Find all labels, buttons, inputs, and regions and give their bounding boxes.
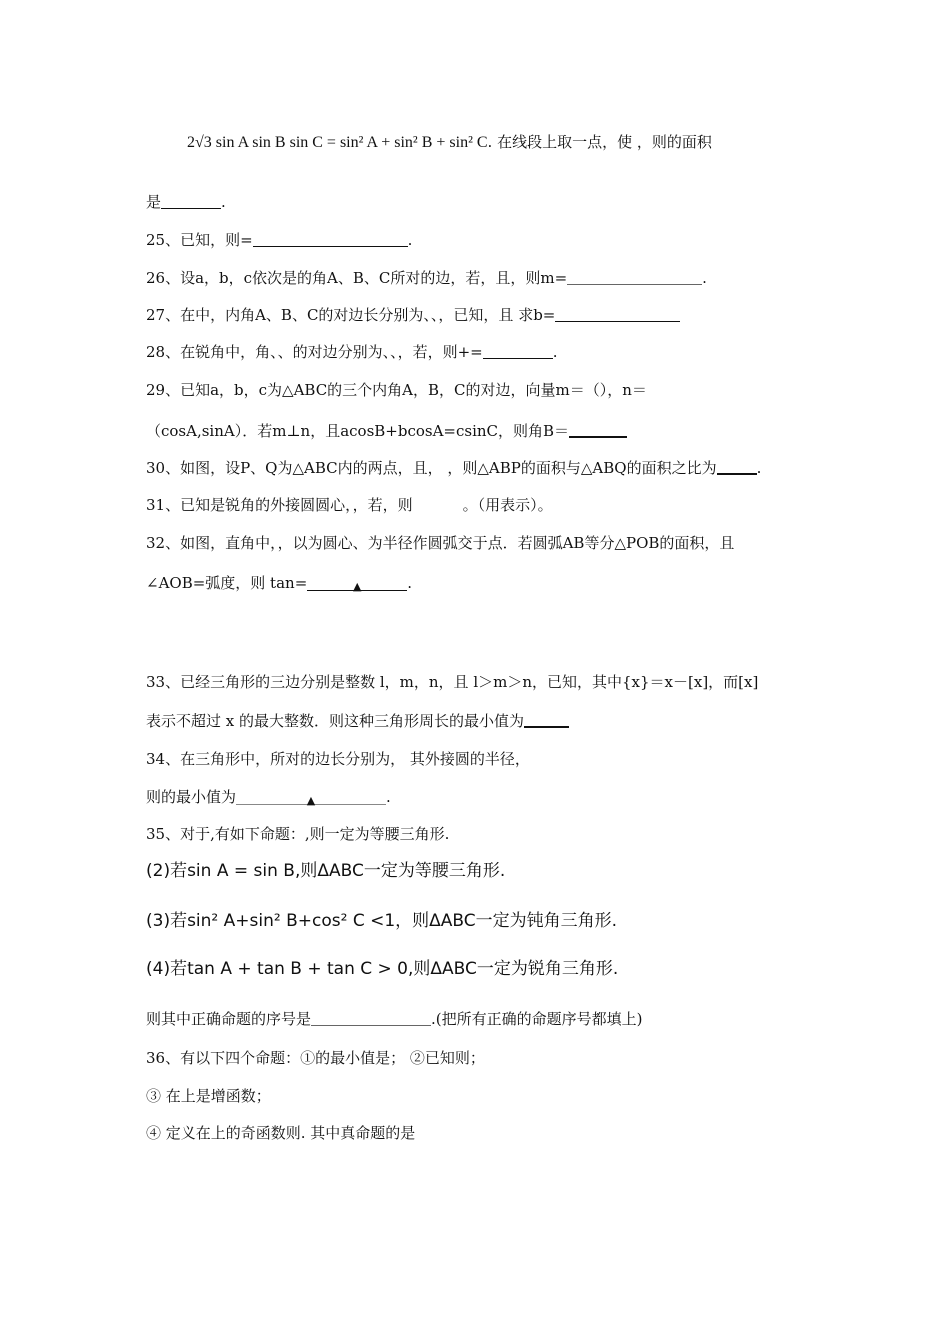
question-number: 29 [146,381,166,399]
proposition-4 [146,958,618,980]
question-number: 33 [146,673,166,691]
question-29-cont [146,421,627,441]
answer-blank [483,343,553,359]
q24-tail-text: 是 [146,193,162,211]
question-tail: . [756,459,762,477]
question-number: 32 [146,534,166,552]
question-text: 、已经三角形的三边分别是整数 l，m，n，且 l＞m＞n，已知，其中{x}＝x－[x]，而[x] [165,673,759,691]
q24-tail: 是 . [146,193,226,211]
question-text: 、在中，内角A、B、C的对边长分别为、、，已知，且 求b= [165,306,556,324]
triangle-marker: ▲ [306,794,316,807]
question-text: ③ 在上是增函数； [146,1087,271,1105]
triangle-marker: ▲ [353,580,362,593]
question-number: 31 [146,496,166,514]
formula-tail-text: . 在线段上取一点，使 ，则的面积 [487,133,712,151]
proposition-text: (3)若sin² A+sin² B+cos² C <1，则ΔABC一定为钝角三角形. [146,911,618,931]
answer-blank [253,231,408,247]
question-32-cont [146,573,412,593]
answer-blank [555,306,680,322]
question-text: 、如图，直角中，，以为圆心、为半径作圆弧交于点．若圆弧AB等分△POB的面积，且 [165,534,735,552]
question-text: （cosA,sinA）．若m⊥n，且acosB+bcosA=csinC，则角B＝ [146,422,570,440]
question-number: 27 [146,306,166,324]
question-number: 35 [146,825,166,843]
question-text: ∠AOB=弧度，则 tan= [146,574,308,592]
question-36-item-4 [146,1123,415,1143]
answer-blank [567,269,702,285]
question-27 [146,305,680,325]
question-tail: . [552,343,558,361]
question-35 [146,824,449,844]
question-text: 、已知a，b，c为△ABC的三个内角A，B，C的对边，向量m＝（），n＝ [165,381,647,399]
question-number: 34 [146,750,166,768]
answer-blank [569,421,627,438]
question-number: 28 [146,343,166,361]
question-number: 36 [146,1049,166,1067]
question-26 [146,268,707,288]
question-text: 、对于,有如下命题：,则一定为等腰三角形. [165,825,450,843]
question-text: 则的最小值为 [146,788,237,806]
question-33 [146,672,758,692]
question-text: 、在锐角中，角、、的对边分别为、、，若，则+= [165,343,483,361]
proposition-text: (2)若sin A = sin B,则ΔABC一定为等腰三角形. [146,861,506,881]
question-36 [146,1048,485,1068]
question-36-item-3 [146,1086,271,1106]
question-31 [146,495,553,515]
question-28 [146,342,558,362]
proposition-2 [146,860,505,882]
proposition-3 [146,910,617,932]
question-34 [146,749,530,769]
answer-blank [311,1010,431,1026]
question-number: 30 [146,459,166,477]
question-text: 、已知，则= [165,231,253,249]
question-tail: . [407,574,413,592]
question-text: 、设a，b，c依次是的角A、B、C所对的边，若，且，则m= [165,269,568,287]
answer-blank [717,458,757,475]
question-30 [146,458,761,478]
question-text: 、已知是锐角的外接圆圆心，，若，则 [165,496,413,514]
formula-line [187,132,712,153]
question-text: 、在三角形中，所对的边长分别为， 其外接圆的半径， [165,750,530,768]
question-29 [146,380,647,400]
question-35-answer [146,1009,643,1029]
question-number: 25 [146,231,166,249]
question-tail: 。（用表示）。 [462,496,553,514]
question-text: 、有以下四个命题：①的最小值是； ②已知则； [165,1049,485,1067]
question-tail: . [386,788,391,806]
proposition-text: (4)若tan A + tan B + tan C > 0,则ΔABC一定为锐角三角形. [146,959,619,979]
question-number: 26 [146,269,166,287]
question-text: 则其中正确命题的序号是 [146,1010,312,1028]
question-32 [146,533,734,553]
question-text: ④ 定义在上的奇函数则. 其中真命题的是 [146,1124,416,1142]
question-tail: . [702,269,707,287]
question-33-cont [146,711,569,731]
trig-formula: 2√3 sin A sin B sin C = sin² A + sin² B + sin² C [187,134,488,151]
answer-blank [524,711,569,728]
answer-blank [307,575,407,591]
question-tail: . [407,231,413,249]
question-text: 、如图，设P、Q为△ABC内的两点，且， ，则△ABP的面积与△ABQ的面积之比为 [165,459,717,477]
answer-blank [236,789,386,805]
question-25 [146,230,412,250]
question-text: 表示不超过 x 的最大整数．则这种三角形周长的最小值为 [146,712,524,730]
answer-blank [161,193,221,209]
question-tail: .(把所有正确的命题序号都填上) [431,1010,643,1028]
question-34-cont [146,787,391,807]
